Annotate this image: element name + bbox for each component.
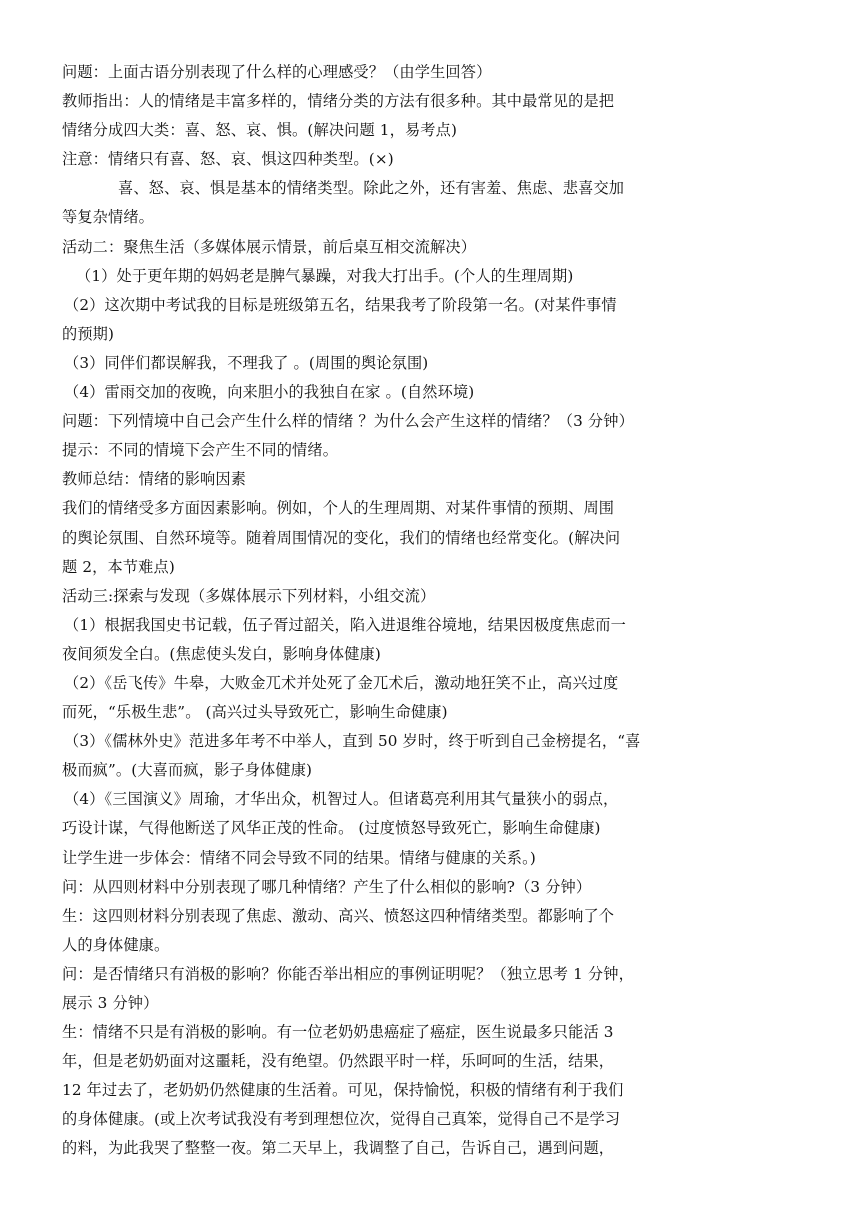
text-line: 12 年过去了，老奶奶仍然健康的生活着。可见，保持愉悦，积极的情绪有利于我们	[62, 1081, 624, 1100]
text-line: 题 2，本节难点)	[62, 557, 175, 576]
list-item: （4）雷雨交加的夜晚，向来胆小的我独自在家 。(自然环境)	[64, 383, 475, 402]
text-line: 而死，“乐极生悲”。 (高兴过头导致死亡，影响生命健康)	[62, 703, 448, 722]
text-line: 展示 3 分钟）	[62, 994, 159, 1012]
list-item: （2）《岳飞传》牛皋，大败金兀术并处死了金兀术后，激动地狂笑不止，高兴过度	[64, 673, 619, 692]
text-line: 年，但是老奶奶面对这噩耗，没有绝望。仍然跟平时一样，乐呵呵的生活，结果，	[62, 1052, 615, 1071]
text-line: 夜间须发全白。(焦虑使头发白，影响身体健康)	[62, 644, 381, 663]
text-line: 巧设计谋，气得他断送了风华正茂的性命。 (过度愤怒导致死亡，影响生命健康)	[62, 819, 601, 838]
text-line: 的舆论氛围、自然环境等。随着周围情况的变化，我们的情绪也经常变化。(解决问	[62, 528, 621, 547]
section-heading: 活动三:探索与发现（多媒体展示下列材料，小组交流）	[62, 586, 436, 605]
text-line: 情绪分成四大类：喜、怒、哀、惧。(解决问题 1，易考点)	[62, 121, 458, 140]
text-line: 问题：下列情境中自己会产生什么样的情绪 ？为什么会产生这样的情绪？（3 分钟）	[62, 412, 634, 431]
text-line: 我们的情绪受多方面因素影响。例如，个人的生理周期、对某件事情的预期、周围	[62, 499, 615, 518]
text-line: 的预期)	[62, 324, 115, 343]
text-line: 喜、怒、哀、惧是基本的情绪类型。除此之外，还有害羞、焦虑、悲喜交加	[118, 179, 625, 198]
text-line: 极而疯”。(大喜而疯，影子身体健康)	[62, 761, 313, 780]
list-item: （3）同伴们都误解我，不理我了 。(周围的舆论氛围)	[64, 353, 429, 372]
text-line: 生：情绪不只是有消极的影响。有一位老奶奶患癌症了癌症，医生说最多只能活 3	[62, 1023, 614, 1042]
text-line: 问：是否情绪只有消极的影响？你能否举出相应的事例证明呢？（独立思考 1 分钟，	[62, 964, 634, 983]
text-line: 的身体健康。(或上次考试我没有考到理想位次，觉得自己真笨，觉得自己不是学习	[62, 1110, 621, 1129]
text-line: 问：从四则材料中分别表现了哪几种情绪？产生了什么相似的影响?（3 分钟）	[62, 877, 592, 896]
text-line: 提示：不同的情境下会产生不同的情绪。	[62, 441, 339, 460]
text-line: 教师总结：情绪的影响因素	[62, 470, 247, 489]
text-line: 等复杂情绪。	[62, 208, 155, 227]
section-heading: 活动二：聚焦生活（多媒体展示情景，前后桌互相交流解决）	[62, 237, 477, 256]
text-line: 人的身体健康。	[62, 935, 170, 954]
text-line: 教师指出：人的情绪是丰富多样的，情绪分类的方法有很多种。其中最常见的是把	[62, 92, 615, 111]
text-line: 让学生进一步体会：情绪不同会导致不同的结果。情绪与健康的关系。)	[62, 848, 536, 867]
list-item: （4）《三国演义》周瑜，才华出众，机智过人。但诸葛亮利用其气量狭小的弱点，	[64, 790, 619, 809]
list-item: （2）这次期中考试我的目标是班级第五名，结果我考了阶段第一名。(对某件事情	[64, 295, 617, 314]
list-item: （1）处于更年期的妈妈老是脾气暴躁，对我大打出手。(个人的生理周期)	[76, 266, 574, 285]
text-line: 的料，为此我哭了整整一夜。第二天早上，我调整了自己，告诉自己，遇到问题，	[62, 1139, 615, 1158]
text-line: 问题：上面古语分别表现了什么样的心理感受？（由学生回答）	[62, 63, 492, 81]
text-line: 注意：情绪只有喜、怒、哀、惧这四种类型。(×)	[62, 150, 394, 169]
list-item: （3）《儒林外史》范进多年考不中举人，直到 50 岁时，终于听到自己金榜提名，“喜	[64, 732, 641, 751]
list-item: （1）根据我国史书记载，伍子胥过韶关，陷入进退维谷境地，结果因极度焦虑而一	[64, 615, 626, 634]
text-line: 生：这四则材料分别表现了焦虑、激动、高兴、愤怒这四种情绪类型。都影响了个	[62, 906, 615, 925]
